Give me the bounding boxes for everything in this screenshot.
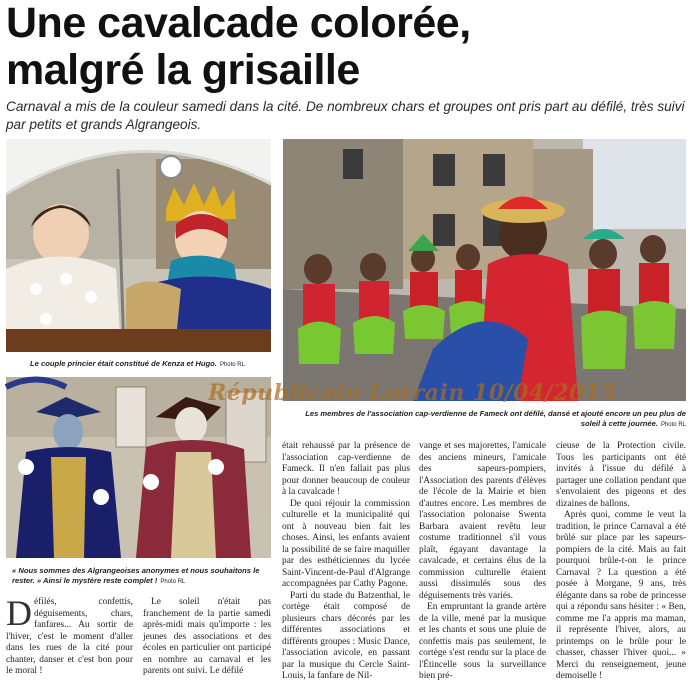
photo-credit: Photo RL (160, 579, 186, 585)
article-column-5: cieuse de la Protection civile. Tous les participants ont été invités à l'issue du défilé à partager une collation pendant que s'envolaient des pigeons et des dizaines de ballons. Après quoi, comme le veut la tradition, le prince Carnaval a été brûlé sur place par les sapeurs-pompiers de la cité. Mais au fait pourquoi brûle-t-on le prince Carnaval ? La question a été posée à Morgane, 9 ans, très élégante dans sa robe de princesse qui a répondu sans hésiter : « Ben, comme me l'a appris ma maman, il représente l'hiver, alors, au printemps on le brûle pour le chasser, chasser l'hiver quoi... » Merci du renseignement, jeune demoiselle ! (556, 441, 686, 681)
caption-masked-women: « Nous sommes des Algrangeoises anonymes et nous souhaitons le rester. » Ainsi le mystère reste complet ! Photo RL (12, 566, 260, 585)
headline-line-2: malgré la grisaille (6, 46, 360, 94)
photo-cap-verdean-dancers (283, 139, 686, 401)
lead-paragraph: Carnaval a mis de la couleur samedi dans la cité. De nombreux chars et groupes ont pris part au défilé, très suivi par petits et grands Algrangeois. (6, 99, 685, 132)
drop-cap: D (6, 593, 32, 633)
headline (6, 0, 692, 94)
photo-royal-couple (6, 139, 271, 352)
watermark: Républicain Lorrain 10/04/2015 (208, 380, 617, 406)
article-column-2: Le soleil n'était pas franchement de la partie samedi après-midi mais qu'importe : les jeunes des associations et des écoles en particulier ont participé en nombre au carnaval et les parents ont suivi. Le défilé (143, 597, 271, 676)
caption-royal-couple: Le couple princier était constitué de Kenza et Hugo. Photo RL (30, 359, 245, 368)
caption-cap-verdean-dancers: Les membres de l'association cap-verdienne de Fameck ont défilé, dansé et ajouté encore un peu plus de soleil à cette journée. Photo RL (305, 409, 686, 428)
photo-credit: Photo RL (660, 422, 686, 428)
photo-credit: Photo RL (219, 362, 245, 368)
headline-line-1: Une cavalcade colorée, (6, 0, 471, 47)
article-column-1: Défilés, confettis, déguisements, chars, fanfares... Au sortir de l'hiver, c'est le moment d'aller dans les rues de la cité pour chanter, danser et c'est bon pour le moral ! (6, 593, 133, 676)
article-column-3: était rehaussé par la présence de l'association cap-verdienne de Fameck. Il n'en fallait pas plus pour donner beaucoup de couleur à la cavalcade ! De quoi réjouir la commission culturelle et la municipalité qui ont à nouveau bien fait les choses. Ainsi, les enfants avaient la possibilité de se faire maquiller par des esthéticiennes du lycée Saint-Vincent-de-Paul d'Algrange accompagnées par Cathy Pagone. Parti du stade du Batzenthal, le cortège était composé de plusieurs chars décorés par les différentes associations et différents groupes : Music Dance, l'association avicole, en passant par la musique du Cercle Saint-Louis, la fanfare de Nil- (282, 441, 410, 681)
article-column-4: vange et ses majorettes, l'amicale des anciens mineurs, l'amicale des sapeurs-pompiers, l'Association des parents d'élèves de l'école de la Mairie et bien d'autres encore. Les membres de l'association polonaise Swenta Barbara avaient revêtu leur costume traditionnel s'il vous plaît, égayant davantage la cavalcade, et certains élus de la commission culturelle étaient aussi dissimulés sous des déguisements très variés. En empruntant la grande artère de la ville, mené par la musique et les chants et sous une pluie de confettis mais pas seulement, le cortège s'est rendu sur la place de l'Étincelle sous la surveillance bien pré- (419, 441, 546, 681)
